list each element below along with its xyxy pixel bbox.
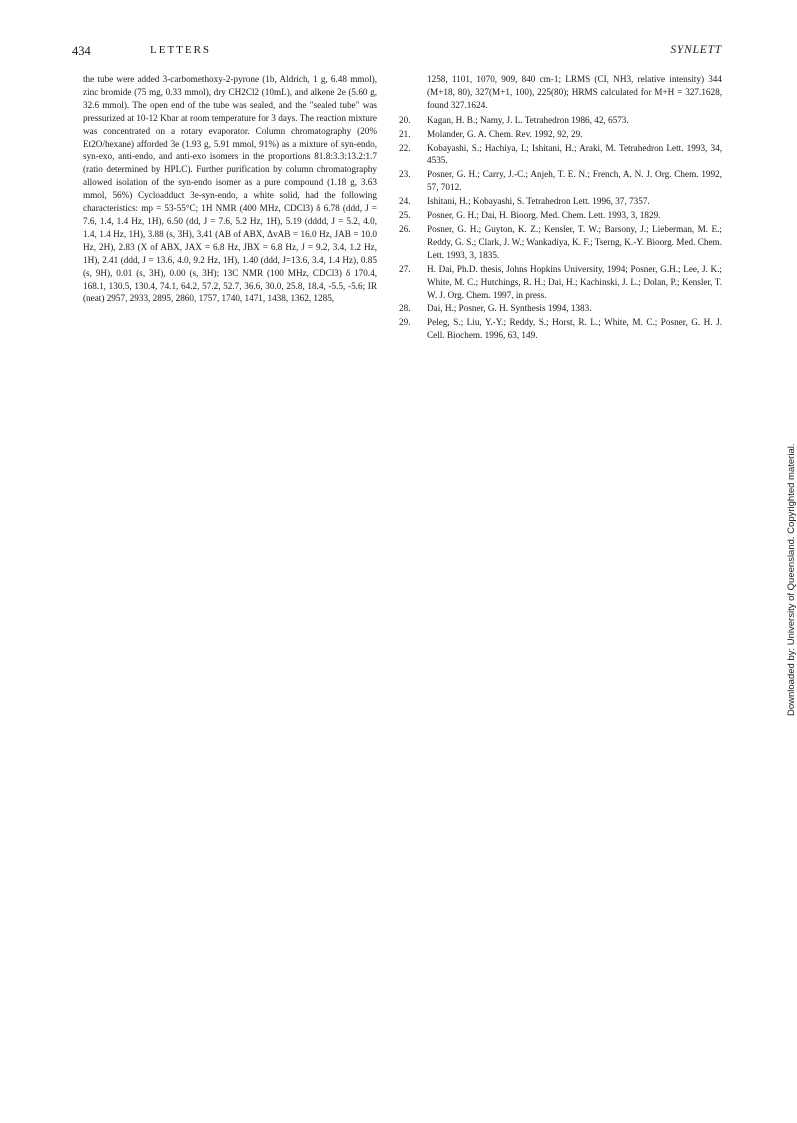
reference-number: 26.: [399, 223, 411, 234]
reference-number: 23.: [399, 169, 411, 180]
reference-item: [399, 128, 722, 141]
reference-text: Kobayashi, S.; Hachiya, I.; Ishitani, H.; Araki, M. Tetrahedron Lett. 1993, 34, 4535.: [427, 142, 722, 166]
download-watermark: Downloaded by: University of Queensland. Copyrighted material.: [786, 443, 797, 716]
experimental-continuation: 1258, 1101, 1070, 909, 840 cm-1; LRMS (CI, NH3, relative intensity) 344 (M+18, 80), 327(M+1, 100), 225(80); HRMS calculated for M+H = 327.1628, found 327.1624.: [427, 74, 722, 110]
reference-number: 27.: [399, 263, 411, 274]
reference-item: [399, 302, 722, 315]
reference-list: [399, 114, 722, 342]
reference-text: Ishitani, H.; Kobayashi, S. Tetrahedron Lett. 1996, 37, 7357.: [427, 196, 650, 207]
reference-item: [399, 195, 722, 208]
page-number: 434: [72, 44, 91, 58]
reference-item: [399, 114, 722, 127]
experimental-paragraph: the tube were added 3-carbomethoxy-2-pyrone (1b, Aldrich, 1 g, 6.48 mmol), zinc bromide (75 mg, 0.33 mmol), dry CH2Cl2 (10mL), and alkene 2e (5.60 g, 32.6 mmol). The open end of the tube was sealed, and the "sealed tube" was pressurized at 10-12 Kbar at room temperature for 3 days. The reaction mixture was concentrated on a rotary evaporator. Column chromatography (20% Et2O/hexane) afforded 3e (1.93 g, 5.91 mmol, 91%) as a mixture of syn-endo, syn-exo, anti-endo, and anti-exo isomers in the proportions 81.8:3.3:13.2:1.7 (ratio determined by HPLC). Further purification by column chromatography allowed isolation of the syn-endo isomer as a pure compound (1.18 g, 3.63 mmol, 56%) Cycloadduct 3e-syn-endo, a white solid, had the following characteristics: mp = 53-55°C; 1H NMR (400 MHz, CDCl3) δ 6.78 (ddd, J = 7.6, 1.4, 1.4 Hz, 1H), 6.50 (dd, J = 7.6, 5.2 Hz, 1H), 5.19 (dddd, J = 5.2, 4.0, 1.4, 1.4 Hz, 1H), 3.88 (s, 3H), 3.41 (AB of ABX, ΔvAB = 16.0 Hz, JAB = 10.0 Hz, 2H), 2.83 (X of ABX, JAX = 6.8 Hz, JBX = 6.8 Hz, J = 9.2, 3.4, 1.2 Hz, 1H), 2.41 (ddd, J = 13.6, 4.0, 9.2 Hz, 1H), 1.40 (ddd, J=13.6, 3.4, 1.4 Hz), 0.85 (s, 9H), 0.01 (s, 3H), 0.00 (s, 3H); 13C NMR (100 MHz, CDCl3) δ 170.4, 168.1, 130.5, 130.4, 74.1, 64.2, 57.2, 52.7, 36.6, 30.0, 25.8, 18.4, -5.5, -5.6; IR (neat) 2957, 2933, 2895, 2860, 1757, 1740, 1471, 1438, 1362, 1285,: [83, 74, 377, 304]
reference-text: Kagan, H. B.; Namy, J. L. Tetrahedron 1986, 42, 6573.: [427, 114, 629, 125]
reference-text: H. Dai, Ph.D. thesis, Johns Hopkins University, 1994; Posner, G.H.; Lee, J. K.; White, M. C.; Hutchings, R. H.; Dai, H.; Kachinski, J. L.; Dolan, P.; Kensler, T. W. J. Org. Chem. 1997, in press.: [427, 263, 722, 300]
reference-text: Posner, G. H.; Dai, H. Bioorg. Med. Chem. Lett. 1993, 3, 1829.: [427, 210, 661, 221]
reference-number: 25.: [399, 210, 411, 221]
left-column: [83, 73, 377, 305]
reference-number: 22.: [399, 142, 411, 153]
reference-text: Peleg, S.; Liu, Y.-Y.; Reddy, S.; Horst, R. L.; White, M. C.; Posner, G. H. J. Cell. Biochem. 1996, 63, 149.: [427, 317, 722, 341]
reference-number: 21.: [399, 128, 411, 139]
section-label: LETTERS: [150, 44, 212, 56]
journal-name: SYNLETT: [670, 44, 722, 56]
reference-text: Posner, G. H.; Guyton, K. Z.; Kensler, T. W.; Barsony, J.; Lieberman, M. E.; Reddy, G. S.; Clark, J. W.; Wankadiya, K. F.; Tserng, K.-Y. Bioorg. Med. Chem. Lett. 1993, 3, 1835.: [427, 223, 722, 260]
reference-item: [399, 168, 722, 194]
reference-number: 24.: [399, 196, 411, 207]
reference-item: [399, 209, 722, 222]
reference-text: Posner, G. H.; Carry, J.-C.; Anjeh, T. E. N.; French, A. N. J. Org. Chem. 1992, 57, 7012.: [427, 169, 722, 193]
reference-item: [399, 263, 722, 302]
reference-number: 29.: [399, 317, 411, 328]
reference-item: [399, 223, 722, 262]
reference-item: [399, 142, 722, 168]
reference-text: Molander, G. A. Chem. Rev. 1992, 92, 29.: [427, 128, 583, 139]
right-column: [399, 73, 722, 343]
reference-number: 20.: [399, 114, 411, 125]
reference-item: [399, 316, 722, 342]
reference-text: Dai, H.; Posner, G. H. Synthesis 1994, 1383.: [427, 303, 592, 314]
reference-number: 28.: [399, 303, 411, 314]
